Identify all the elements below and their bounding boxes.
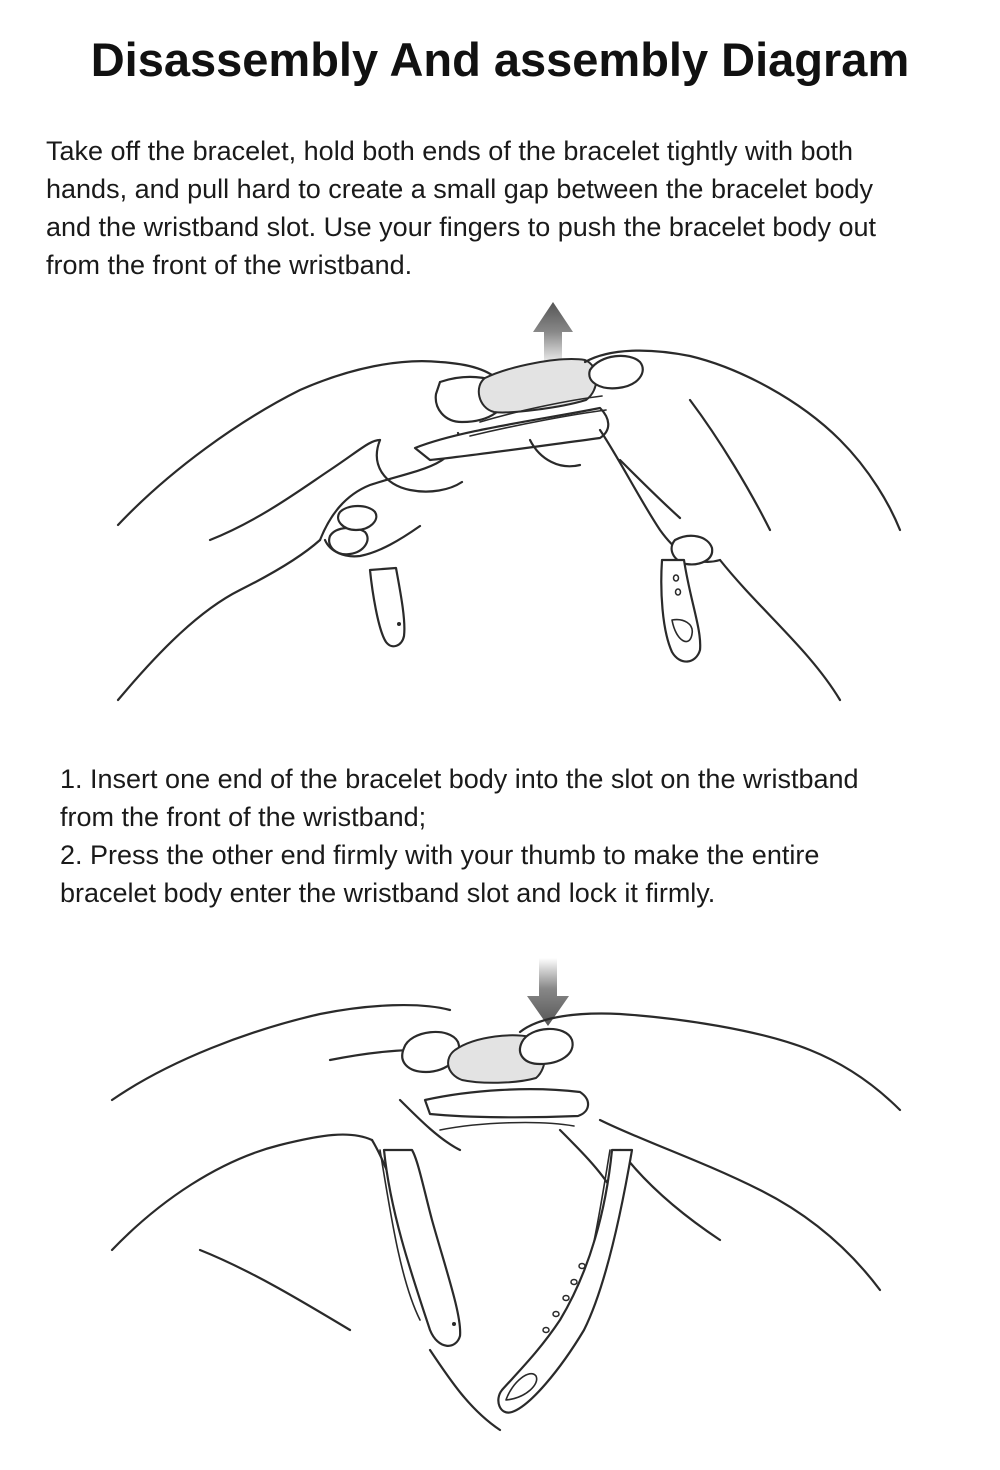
left-strap xyxy=(384,1150,460,1346)
right-hand xyxy=(530,351,900,700)
right-strap xyxy=(498,1150,632,1413)
right-hand xyxy=(520,1014,900,1290)
instruction-line: Take off the bracelet, hold both ends of the bracelet tightly with both xyxy=(46,136,854,166)
left-hand xyxy=(112,1005,500,1430)
instruction-line: from the front of the wristband; xyxy=(60,802,427,832)
disassembly-illustration xyxy=(0,290,1000,730)
instruction-line: 2. Press the other end firmly with your thumb to make the entire xyxy=(60,840,820,870)
instruction-line: bracelet body enter the wristband slot and lock it firmly. xyxy=(60,878,716,908)
instruction-line: from the front of the wristband. xyxy=(46,250,413,280)
disassembly-instructions xyxy=(46,132,986,284)
instruction-line: and the wristband slot. Use your fingers to push the bracelet body out xyxy=(46,212,876,242)
left-strap xyxy=(370,568,404,646)
instruction-line: 1. Insert one end of the bracelet body into the slot on the wristband xyxy=(60,764,859,794)
instruction-line: hands, and pull hard to create a small gap between the bracelet body xyxy=(46,174,874,204)
page-title: Disassembly And assembly Diagram xyxy=(90,33,910,86)
arrow-up-icon xyxy=(533,302,573,368)
left-hand xyxy=(118,361,506,700)
right-strap xyxy=(661,560,700,662)
assembly-illustration xyxy=(0,950,1000,1460)
assembly-instructions xyxy=(60,760,980,912)
